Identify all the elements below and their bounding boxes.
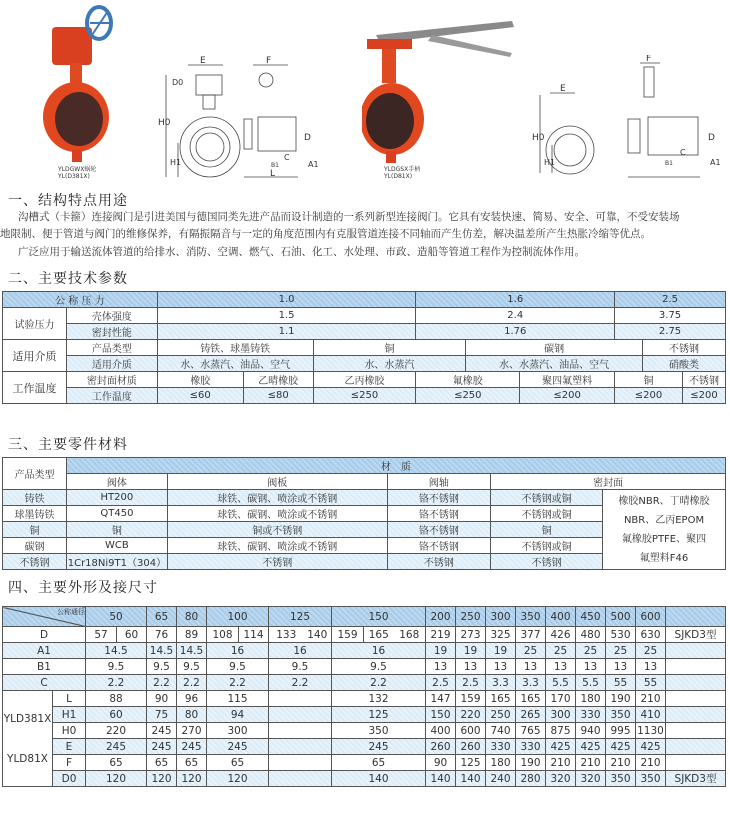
model-labels: YLD381X YLD81X — [3, 691, 53, 787]
svg-text:D: D — [304, 133, 311, 143]
table-row: E 245 245 245 245 245 260 260 330 330 425 425 425 425 — [3, 739, 726, 755]
temp-group-label: 工作温度 — [3, 372, 67, 404]
svg-text:H0: H0 — [158, 118, 171, 128]
svg-text:A1: A1 — [308, 160, 319, 169]
media-group-label: 适用介质 — [3, 340, 67, 372]
figure-lever-valve-drawing — [530, 55, 730, 185]
table-row: 铜 铜 铜或不锈钢 铬不锈钢 铜 — [3, 522, 726, 538]
svg-text:B1: B1 — [271, 162, 279, 169]
table-row: F 65 65 65 65 65 90 125 180 190 210 210 210 210 — [3, 755, 726, 771]
svg-text:D0: D0 — [172, 78, 184, 87]
valve2-caption: YLDGSX手柄 YL(D81X) — [384, 166, 421, 180]
seal-note: 橡胶NBR、丁晴橡胶 NBR、乙丙EPOM 氟橡胶PTFE、聚四 氟塑料F46 — [603, 490, 726, 570]
section3-title: 三、主要零件材料 — [8, 437, 128, 453]
table-row: A1 14.5 14.5 14.5 16 16 16 19 19 19 25 25 25 25 25 — [3, 643, 726, 659]
product-type-label: 产品类型 — [3, 458, 67, 490]
table-row: 不锈钢 1Cr18Ni9T1（304） 不锈钢 不锈钢 不锈钢 — [3, 554, 726, 570]
dimensions-table: 公称通径 50 65 80 100 125 150 200 250 300 350 400 450 500 600 D 57 60 76 89 108 114 133 140 159 165 168 219 273 325 377 426 480 530 630 SJKD3型 A1 14.5 14.5 14.5 16 16 16 19 19 19 25 25 25 25 25 B1 9.5 9.5 9.5 9.5 9.5 9.5 13 13 13 13 13 13 13 13 C 2.2 2.2 2.2 2.2 2.2 2.2 2.5 2.5 3.3 3.3 5.5 5.5 55 55 YLD381X YLD81X L 88 90 96 115 132 147 159 165 165 170 180 190 210 H1 60 75 80 94 125 150 220 250 265 300 330 350 410 H0 220 245 270 300 350 400 600 740 765 875 940 995 1130 E 245 245 245 245 245 260 260 330 330 425 425 425 425 F 65 65 65 65 65 90 125 180 190 210 210 210 210 D0 120 120 120 120 140 140 140 240 280 320 320 350 350 SJKD3型 — [2, 606, 726, 787]
test-pressure-label: 试验压力 — [3, 308, 67, 340]
svg-text:A1: A1 — [710, 158, 721, 167]
table-row: YLD381X YLD81X L 88 90 96 115 132 147 159 165 165 170 180 190 210 — [3, 691, 726, 707]
tech-params-table: 公 称 压 力 1.0 1.6 2.5 试验压力 壳体强度 1.5 2.4 3.75 密封性能 1.1 1.76 2.75 适用介质 产品类型 铸铁、球墨铸铁 铜 碳钢 不锈钢 适用介质 水、水蒸汽、油品、空气 水、水蒸汽 水、水蒸汽、油品、空气 硝酸类 工作温度 密封面材质 橡胶 乙晴橡胶 乙丙橡胶 氟橡胶 聚四氟塑料 铜 不锈钢 工作温度 ≤60 ≤80 ≤250 ≤250 ≤200 ≤200 ≤200 — [2, 291, 726, 404]
material-label: 材 质 — [66, 458, 725, 474]
materials-table: 产品类型 材 质 阀体 阀板 阀轴 密封面 铸铁 HT200 球铁、碳钢、喷涂或不锈钢 铬不锈钢 不锈钢或铜 橡胶NBR、丁晴橡胶 NBR、乙丙EPOM 氟橡胶PTFE、聚四 氟塑料F46 球墨铸铁 QT450 球铁、碳钢、喷涂或不锈钢 铬不锈钢 不锈钢或铜 铜 铜 铜或不锈钢 铬不锈钢 铜 碳钢 WCB 球铁、碳钢、喷涂或不锈钢 铬不锈钢 不锈钢或铜 不锈钢 1Cr18Ni9T1（304） 不锈钢 不锈钢 不锈钢 — [2, 457, 726, 570]
svg-text:F: F — [646, 55, 652, 64]
svg-text:E: E — [200, 56, 206, 66]
svg-text:E: E — [560, 84, 566, 94]
svg-text:F: F — [266, 56, 272, 66]
svg-text:C: C — [284, 153, 290, 162]
table-row: H1 60 75 80 94 125 150 220 250 265 300 330 350 410 — [3, 707, 726, 723]
section1-paragraph2: 广泛应用于输送流体管道的给排水、消防、空调、燃气、石油、化工、水处理、市政、造船等管道工程作为控制流体作用。 — [18, 246, 585, 258]
corner-label: 公称通径 — [3, 607, 86, 627]
figure-gear-valve-drawing — [158, 55, 338, 185]
table-row: B1 9.5 9.5 9.5 9.5 9.5 9.5 13 13 13 13 13 13 13 13 — [3, 659, 726, 675]
section4-title: 四、主要外形及接尺寸 — [8, 580, 158, 596]
table-row: D 57 60 76 89 108 114 133 140 159 165 168 219 273 325 377 426 480 530 630 SJKD3型 — [3, 627, 726, 643]
figure-gear-valve-photo — [30, 5, 120, 165]
svg-text:D: D — [708, 133, 715, 143]
svg-text:H0: H0 — [532, 133, 545, 143]
table-row: 碳钢 WCB 球铁、碳钢、喷涂或不锈钢 铬不锈钢 不锈钢或铜 — [3, 538, 726, 554]
svg-text:H1: H1 — [170, 158, 182, 167]
svg-text:L: L — [270, 169, 276, 179]
section2-title: 二、主要技术参数 — [8, 271, 128, 287]
svg-text:C: C — [680, 148, 686, 157]
figure-lever-valve-photo — [362, 5, 522, 165]
table-row: 铸铁 HT200 球铁、碳钢、喷涂或不锈钢 铬不锈钢 不锈钢或铜 橡胶NBR、丁晴橡胶 NBR、乙丙EPOM 氟橡胶PTFE、聚四 氟塑料F46 — [3, 490, 726, 506]
nominal-pressure-label: 公 称 压 力 — [3, 292, 158, 308]
table-row: 球墨铸铁 QT450 球铁、碳钢、喷涂或不锈钢 铬不锈钢 不锈钢或铜 — [3, 506, 726, 522]
valve1-caption: YLDGWX蜗轮 YL(D381X) — [58, 166, 97, 180]
table-row: D0 120 120 120 120 140 140 140 240 280 320 320 350 350 SJKD3型 — [3, 771, 726, 787]
section1-title: 一、结构特点用途 — [8, 193, 128, 209]
section1-paragraph1: 沟槽式（卡箍）连接阀门是引进美国与德国同类先进产品而设计制造的一系列新型连接阀门。它具有安装快速、简易、安全、可靠，不受安装场 地限制、便于管道与阀门的维修保养，有隔振隔音与一定的角度范围内有克服管道连接不同轴而产生仿差，解决温差所产生热胀冷缩等优点。 — [0, 211, 680, 240]
table-row: C 2.2 2.2 2.2 2.2 2.2 2.2 2.5 2.5 3.3 3.3 5.5 5.5 55 55 — [3, 675, 726, 691]
svg-text:H1: H1 — [544, 158, 556, 167]
table-row: H0 220 245 270 300 350 400 600 740 765 875 940 995 1130 — [3, 723, 726, 739]
svg-text:B1: B1 — [665, 160, 673, 167]
